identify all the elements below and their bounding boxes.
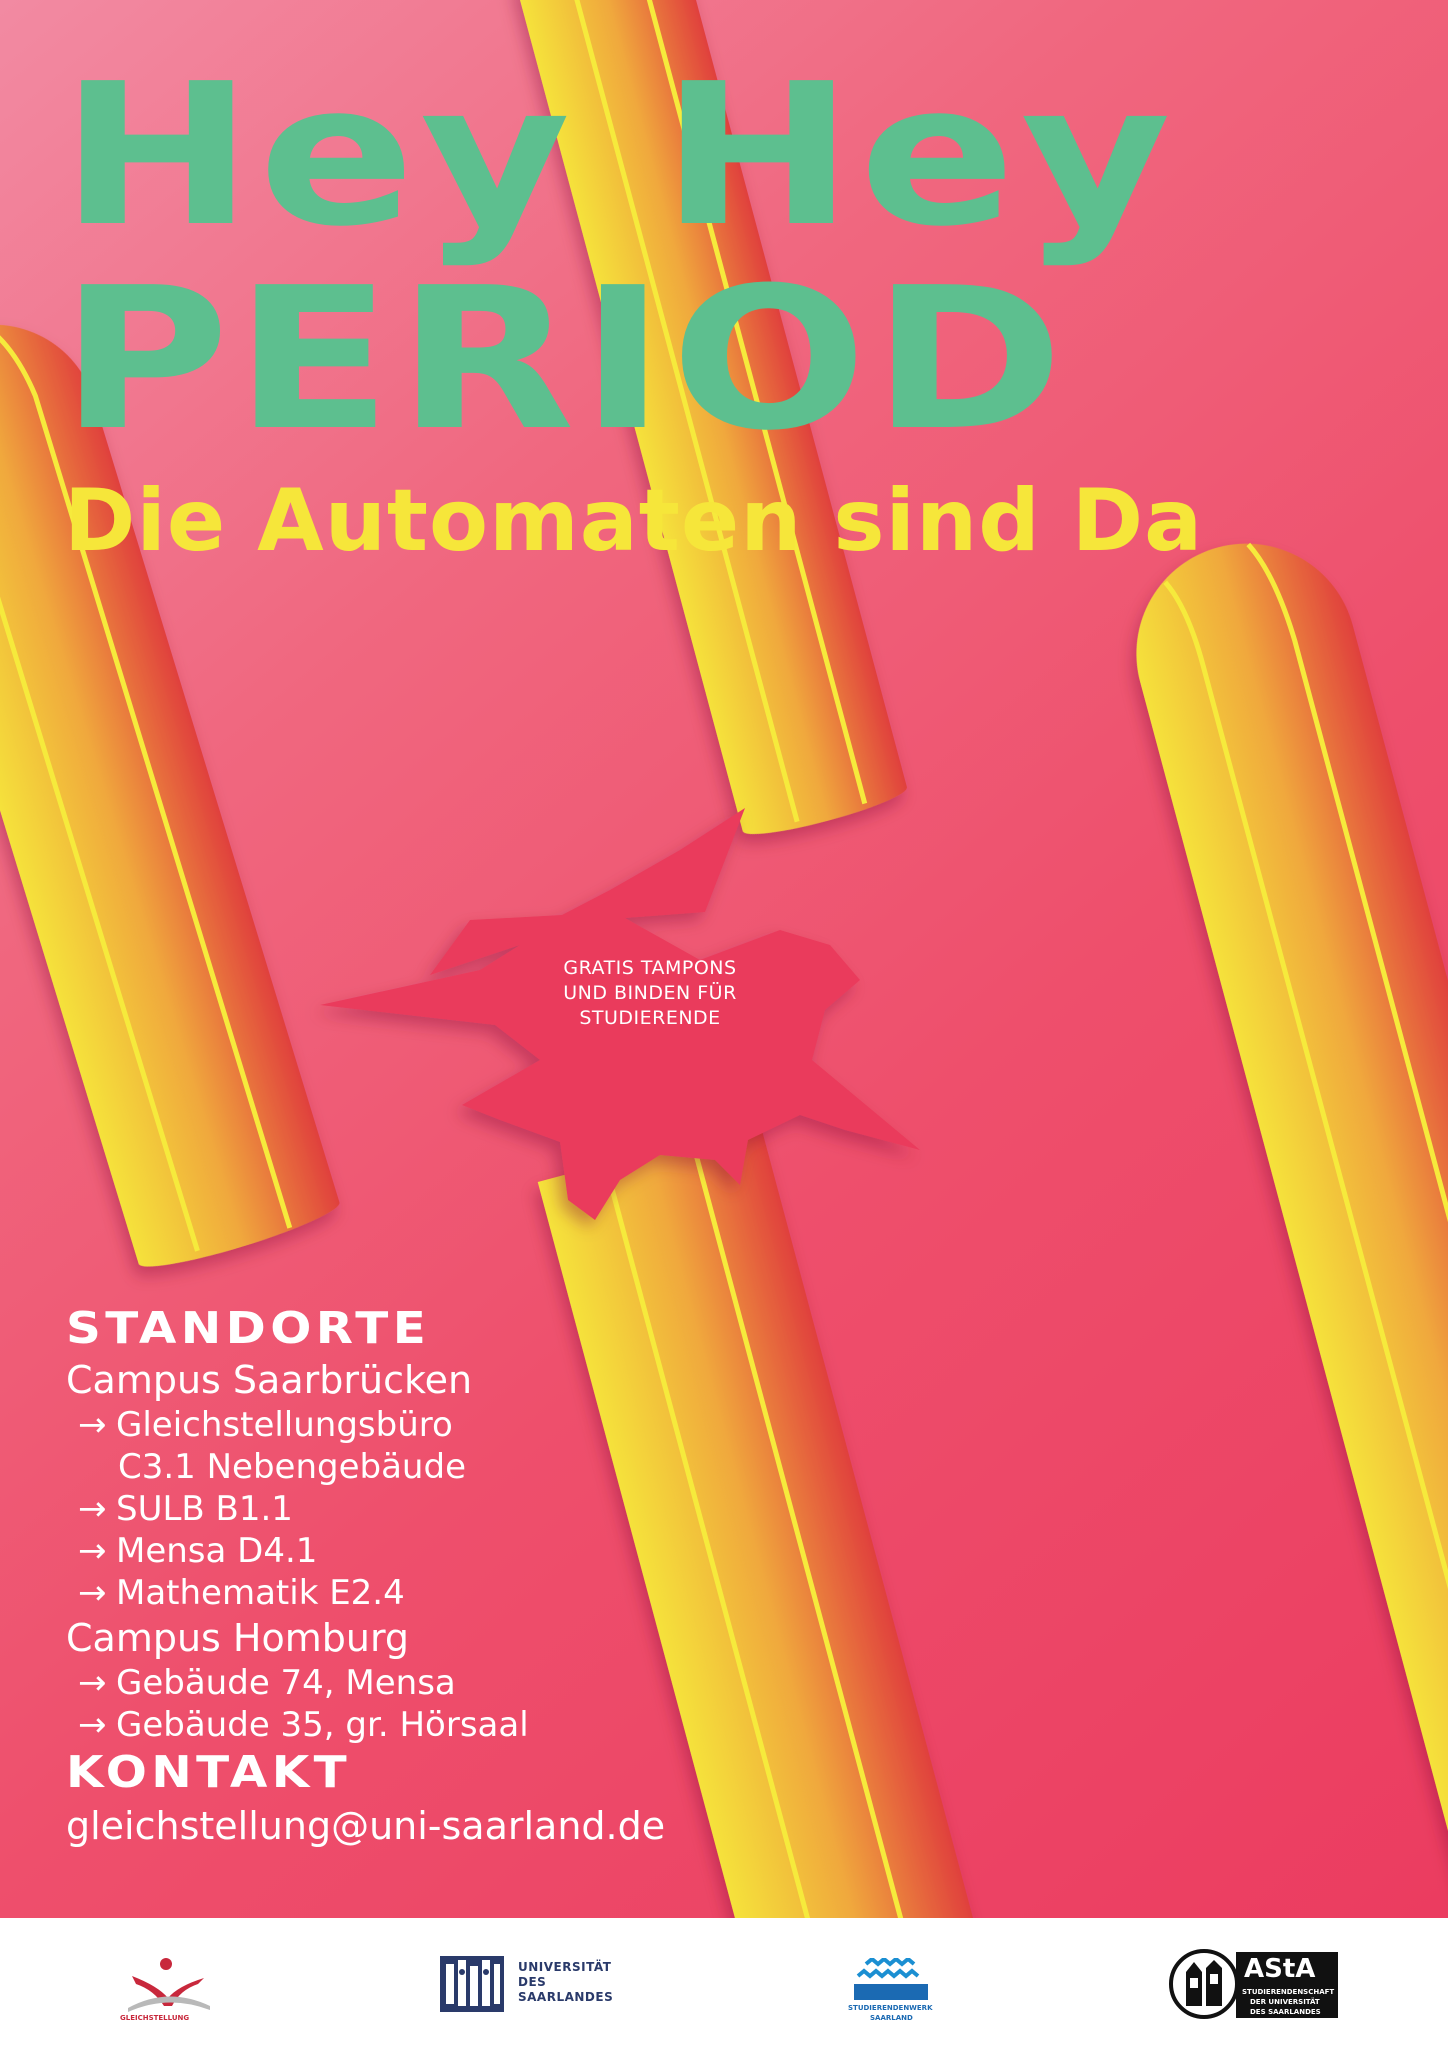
standorte-heading: STANDORTE: [66, 1303, 431, 1354]
burst-line: UND BINDEN FÜR: [563, 982, 737, 1004]
burst-line: GRATIS TAMPONS: [563, 957, 737, 979]
arrow-right-icon: →: [78, 1531, 107, 1571]
burst-line: STUDIERENDE: [579, 1007, 721, 1029]
uds-name: UNIVERSITÄT DES SAARLANDES: [518, 1960, 614, 2004]
asta-label-box: [1236, 1952, 1338, 2018]
asta-sub-line: DES SAARLANDES: [1250, 2008, 1321, 2016]
headline-line1: Hey Hey: [60, 42, 1176, 270]
studierendenwerk-wave-icon: [848, 1958, 934, 2002]
footer-logos: [0, 1918, 1448, 2048]
uds-logo: [438, 1952, 638, 2022]
arrow-right-icon: →: [78, 1705, 107, 1745]
campus-saarbruecken: Campus Saarbrücken: [66, 1358, 473, 1402]
asta-seal-icon: [1168, 1948, 1240, 2020]
asta-sub-line: STUDIERENDENSCHAFT: [1242, 1988, 1335, 1996]
gleichstellung-logo: [118, 1956, 218, 2026]
contact-email-link[interactable]: gleichstellung@uni-saarland.de: [66, 1804, 666, 1848]
info-block: [66, 1302, 665, 1852]
studierendenwerk-sublabel: SAARLAND: [870, 2014, 913, 2022]
location-item-continued: C3.1 Nebengebäude: [118, 1447, 466, 1487]
location-item: → Mathematik E2.4: [78, 1573, 405, 1613]
arrow-right-icon: →: [78, 1663, 107, 1703]
studierendenwerk-logo: [848, 1958, 948, 2024]
subheadline: Die Automaten sind Da: [64, 471, 1204, 571]
studierendenwerk-label: STUDIERENDENWERK: [848, 2004, 933, 2012]
burst-text: [480, 956, 820, 1031]
asta-title: AStA: [1244, 1954, 1316, 1984]
location-item: → Mensa D4.1: [78, 1531, 318, 1571]
kontakt-heading: KONTAKT: [66, 1747, 352, 1798]
asta-logo: [1168, 1948, 1344, 2026]
asta-sub-line: DER UNIVERSITÄT: [1250, 1998, 1320, 2006]
tampon-right: [1112, 519, 1448, 1918]
gleichstellung-label: GLEICHSTELLUNG: [120, 2014, 190, 2022]
location-item: → Gleichstellungsbüro: [78, 1405, 453, 1445]
uds-crest-icon: [438, 1952, 506, 2014]
location-item: → SULB B1.1: [78, 1489, 293, 1529]
headline-line2: PERIOD: [60, 246, 1069, 474]
location-item: → Gebäude 74, Mensa: [78, 1663, 456, 1703]
gleichstellung-icon: [118, 1956, 218, 2012]
location-item: → Gebäude 35, gr. Hörsaal: [78, 1705, 529, 1745]
arrow-right-icon: →: [78, 1405, 107, 1445]
arrow-right-icon: →: [78, 1573, 107, 1613]
arrow-right-icon: →: [78, 1489, 107, 1529]
campus-homburg: Campus Homburg: [66, 1616, 410, 1660]
